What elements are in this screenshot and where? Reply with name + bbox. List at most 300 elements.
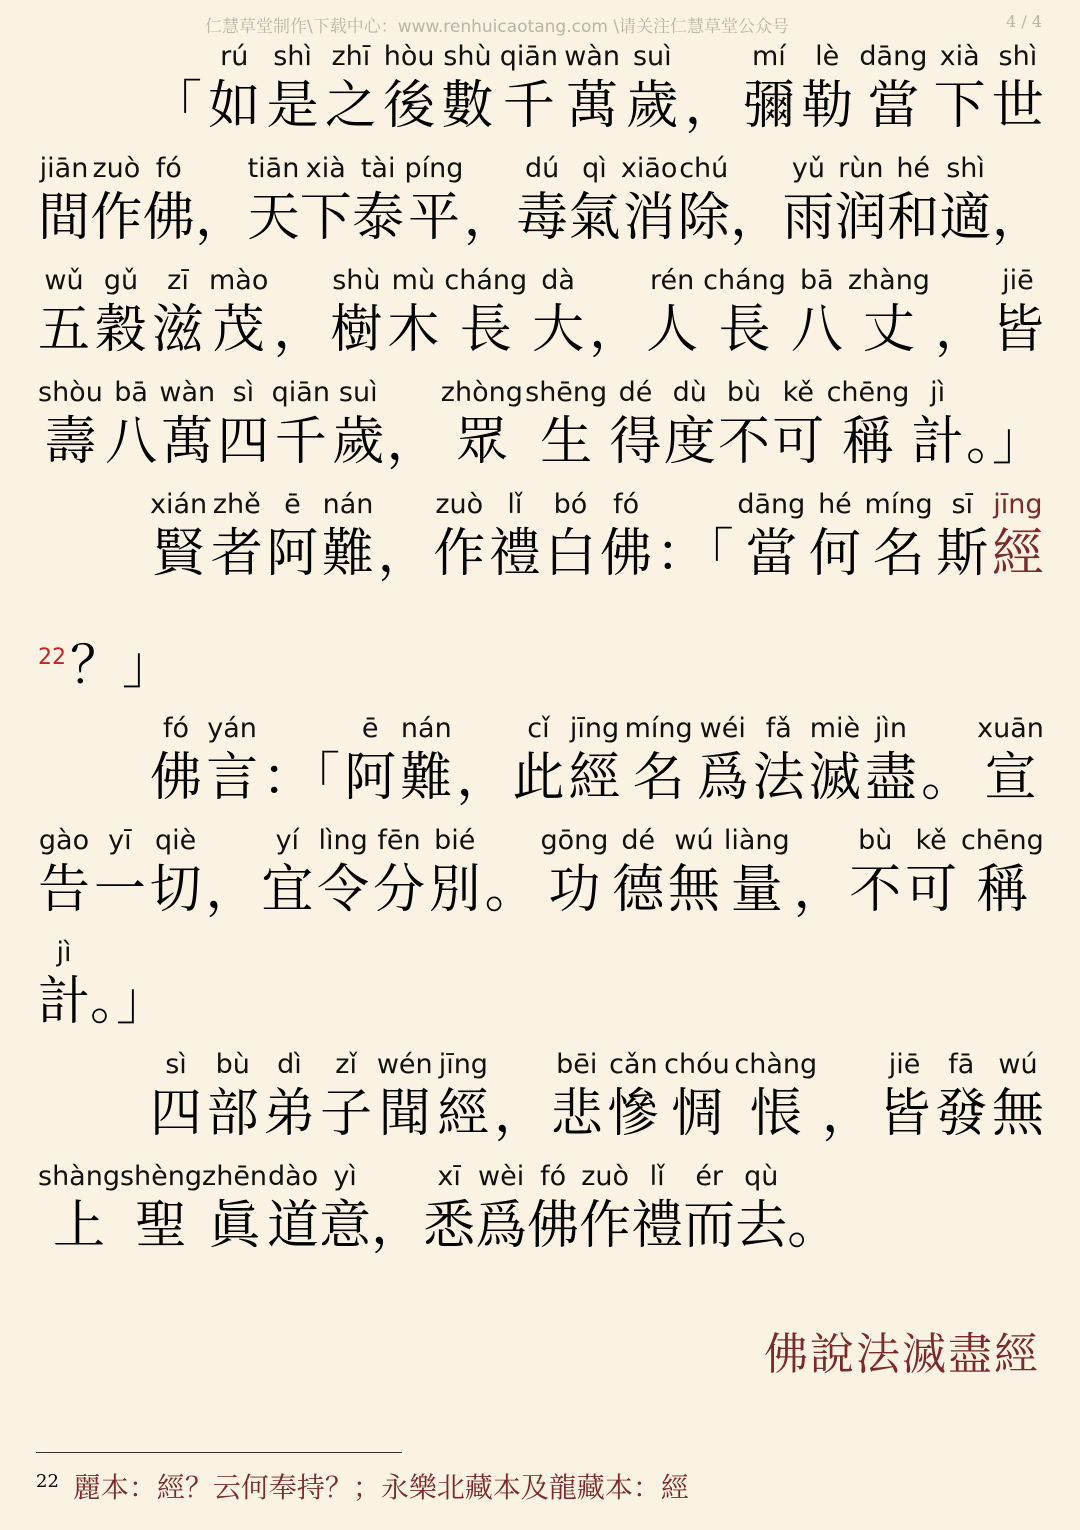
ruby-character: [992, 1050, 1044, 1144]
hanzi: 經: [991, 524, 1044, 584]
ruby-character: [631, 1162, 683, 1256]
ruby-character: [809, 490, 861, 584]
text-line: [38, 602, 1044, 696]
hanzi: 。: [921, 748, 974, 808]
pinyin: mào: [209, 265, 269, 296]
footnote-rule: [36, 1452, 402, 1453]
hanzi: 發: [935, 1084, 988, 1144]
ruby-character: [152, 266, 204, 360]
ruby-character: [300, 154, 352, 248]
punctuation: [966, 378, 1044, 472]
hanzi: 稱: [976, 860, 1029, 920]
pinyin: jiē: [888, 1049, 921, 1080]
pinyin: ē: [284, 489, 301, 520]
ruby-character: [441, 378, 523, 472]
punctuation: [992, 154, 1044, 248]
hanzi: 眾: [455, 412, 508, 472]
pinyin: wàn: [564, 41, 621, 72]
hanzi: 盡: [864, 748, 917, 808]
hanzi: 悵: [749, 1084, 802, 1144]
ruby-character: [607, 1050, 659, 1144]
ruby-character: [202, 1162, 267, 1256]
ruby-character: [735, 1162, 787, 1256]
hanzi: 白: [544, 524, 597, 584]
hanzi: 八: [105, 412, 158, 472]
ruby-character: [579, 1162, 631, 1256]
hanzi: 爲: [696, 748, 749, 808]
hanzi: 名: [632, 748, 685, 808]
ruby-character: [159, 378, 215, 472]
ruby-character: [319, 1162, 371, 1256]
ruby-character: [322, 490, 374, 584]
ruby-character: [827, 378, 910, 472]
ruby-character: [38, 378, 103, 472]
ruby-character: [992, 490, 1044, 584]
pinyin: xiāo: [620, 153, 678, 184]
hanzi: 。」: [965, 412, 1044, 472]
pinyin: wèi: [478, 1161, 525, 1192]
pinyin: liàng: [723, 825, 790, 856]
hanzi: 量: [730, 860, 783, 920]
hanzi: 長: [459, 300, 512, 360]
hanzi: 作: [579, 1196, 632, 1256]
pinyin: jīng: [993, 489, 1043, 520]
pinyin: bié: [434, 825, 476, 856]
footnote-text: 麗本：經？云何奉持？；永樂北藏本及龍藏本：經: [72, 1471, 689, 1504]
pinyin: suì: [632, 41, 672, 72]
pinyin: mí: [751, 41, 786, 72]
hanzi: 作: [433, 524, 486, 584]
ruby-character: [217, 378, 269, 472]
ruby-character: [211, 490, 263, 584]
hanzi: 不: [849, 860, 902, 920]
ruby-character: [247, 154, 299, 248]
hanzi: 大: [532, 300, 585, 360]
ruby-character: [512, 714, 564, 808]
hanzi: 萬: [161, 412, 214, 472]
punctuation: [262, 714, 340, 808]
ruby-character: [600, 490, 652, 584]
pinyin: yán: [207, 713, 257, 744]
pinyin: tiān: [247, 153, 300, 184]
hanzi: 如: [208, 76, 261, 136]
ruby-character: [272, 378, 330, 472]
hanzi: 難: [400, 748, 453, 808]
ruby-character: [317, 826, 369, 920]
punctuation: [656, 490, 734, 584]
hanzi: 賢: [152, 524, 205, 584]
hanzi: 世: [991, 76, 1044, 136]
pinyin: cǐ: [527, 713, 550, 744]
header-site-text: 仁慧草堂制作\下载中心：www.renhuicaotang.com \请关注仁慧草堂公众号: [205, 17, 790, 37]
hanzi: 子: [320, 1084, 373, 1144]
pinyin: qì: [582, 153, 607, 184]
hanzi: 千: [502, 76, 555, 136]
hanzi: 泰: [352, 188, 405, 248]
pinyin: chàng: [734, 1049, 818, 1080]
hanzi: 度: [663, 412, 716, 472]
ruby-character: [551, 1050, 603, 1144]
hanzi: 之: [324, 76, 377, 136]
pinyin: shù: [332, 265, 381, 296]
ruby-character: [38, 154, 90, 248]
pinyin: zī: [167, 265, 189, 296]
hanzi: 當: [745, 524, 798, 584]
hanzi: 佛: [142, 188, 195, 248]
ruby-character: [263, 1050, 315, 1144]
hanzi: 四: [150, 1084, 203, 1144]
ruby-character: [540, 826, 608, 920]
punctuation: [90, 938, 168, 1032]
pinyin: fēn: [377, 825, 421, 856]
hanzi: ，: [377, 524, 430, 584]
ruby-character: [38, 826, 90, 920]
hanzi: ，: [991, 188, 1044, 248]
hanzi: 歲: [626, 76, 679, 136]
hanzi: ：「: [262, 748, 341, 808]
pinyin: qiè: [155, 825, 197, 856]
hanzi: 悲: [550, 1084, 603, 1144]
pinyin: bó: [553, 489, 588, 520]
hanzi: 千: [274, 412, 327, 472]
hanzi: ，: [371, 1196, 424, 1256]
pinyin: shù: [443, 41, 492, 72]
text-line: [38, 1162, 1044, 1256]
hanzi: ，: [793, 860, 846, 920]
pinyin: wén: [376, 1049, 433, 1080]
hanzi: ，: [205, 860, 258, 920]
ruby-character: [344, 714, 396, 808]
pinyin: miè: [809, 713, 861, 744]
text-line: [150, 490, 1044, 584]
ruby-character: [625, 714, 693, 808]
ruby-character: [433, 490, 485, 584]
ruby-character: [718, 378, 770, 472]
pinyin: gǔ: [103, 265, 139, 296]
ruby-character: [267, 42, 319, 136]
ruby-character: [992, 42, 1044, 136]
ruby-character: [377, 1050, 433, 1144]
hanzi: 和: [887, 188, 940, 248]
punctuation: [485, 826, 537, 920]
hanzi: 悉: [423, 1196, 476, 1256]
pinyin: tài: [360, 153, 396, 184]
hanzi: 慘: [607, 1084, 660, 1144]
footnote-number: 22: [36, 1471, 59, 1492]
pinyin: bā: [114, 377, 148, 408]
pinyin: qù: [744, 1161, 779, 1192]
ruby-character: [38, 266, 90, 360]
punctuation: [494, 1050, 546, 1144]
ruby-character: [429, 826, 481, 920]
pinyin: píng: [404, 153, 464, 184]
pinyin: xián: [150, 489, 208, 520]
hanzi: 「: [150, 76, 203, 136]
text-line: [150, 42, 1044, 136]
ruby-character: [879, 1050, 931, 1144]
hanzi: 而: [683, 1196, 736, 1256]
pinyin: dào: [267, 1161, 319, 1192]
pinyin: bù: [858, 825, 893, 856]
text-line: [38, 378, 1044, 472]
pinyin: cháng: [703, 265, 786, 296]
ruby-character: [405, 154, 464, 248]
hanzi: 四: [217, 412, 270, 472]
hanzi: 適: [939, 188, 992, 248]
hanzi: 無: [991, 1084, 1044, 1144]
pinyin: ér: [695, 1161, 724, 1192]
pinyin: cháng: [444, 265, 528, 296]
ruby-character: [621, 154, 678, 248]
ruby-character: [266, 490, 318, 584]
ruby-character: [383, 42, 435, 136]
hanzi: 令: [317, 860, 370, 920]
hanzi: 天: [247, 188, 300, 248]
hanzi: 歲: [332, 412, 385, 472]
hanzi: 茂: [212, 300, 265, 360]
hanzi: 五: [38, 300, 91, 360]
ruby-character: [865, 490, 933, 584]
text-line: [38, 154, 1044, 248]
ruby-character: [646, 266, 698, 360]
hanzi: 可: [905, 860, 958, 920]
ruby-character: [801, 42, 853, 136]
hanzi: 去: [735, 1196, 788, 1256]
hanzi: 經: [568, 748, 621, 808]
ruby-character: [441, 42, 493, 136]
pinyin: nán: [322, 489, 374, 520]
punctuation: [205, 826, 257, 920]
hanzi: 八: [790, 300, 843, 360]
pinyin: jīng: [438, 1049, 488, 1080]
hanzi: 眞: [208, 1196, 261, 1256]
pinyin: lǐ: [507, 489, 523, 520]
hanzi: 分: [372, 860, 425, 920]
hanzi: ，: [463, 188, 516, 248]
pinyin: fó: [540, 1161, 567, 1192]
hanzi: 阿: [266, 524, 319, 584]
pinyin: chēng: [826, 377, 910, 408]
ruby-character: [500, 42, 558, 136]
pinyin: shì: [946, 153, 985, 184]
ruby-character: [678, 154, 730, 248]
pinyin: sī: [951, 489, 974, 520]
pinyin: fó: [155, 153, 182, 184]
ruby-character: [734, 1050, 817, 1144]
page-number: 4 / 4: [1006, 12, 1042, 31]
footnote-reference[interactable]: 22: [38, 645, 66, 670]
hanzi: 計: [911, 412, 964, 472]
ruby-character: [936, 490, 988, 584]
pinyin: fā: [948, 1049, 975, 1080]
ruby-character: [206, 714, 258, 808]
hanzi: 皆: [878, 1084, 931, 1144]
pinyin: sì: [232, 377, 255, 408]
pinyin: xī: [437, 1161, 461, 1192]
hanzi: 作: [90, 188, 143, 248]
hanzi: 。: [484, 860, 537, 920]
hanzi: 此: [512, 748, 565, 808]
punctuation: [793, 826, 845, 920]
hanzi: 滋: [152, 300, 205, 360]
ruby-character: [150, 826, 202, 920]
footnote: [36, 1466, 689, 1506]
ruby-character: [564, 42, 620, 136]
hanzi: 彌: [742, 76, 795, 136]
punctuation: [589, 266, 641, 360]
hanzi: 消: [623, 188, 676, 248]
hanzi: 壽: [44, 412, 97, 472]
pinyin: bù: [215, 1049, 250, 1080]
hanzi: 。: [787, 1196, 840, 1256]
hanzi: 阿: [344, 748, 397, 808]
pinyin: chóu: [664, 1049, 730, 1080]
hanzi: 得: [609, 412, 662, 472]
pinyin: dú: [525, 153, 560, 184]
ruby-character: [437, 1050, 489, 1144]
ruby-character: [373, 826, 425, 920]
ruby-character: [95, 266, 147, 360]
hanzi: ，: [684, 76, 737, 136]
ruby-character: [940, 154, 992, 248]
hanzi: 德: [612, 860, 665, 920]
pinyin: yǔ: [791, 153, 825, 184]
punctuation: [387, 378, 439, 472]
hanzi: 毒: [516, 188, 569, 248]
text-line: [38, 266, 1044, 360]
ruby-character: [934, 42, 986, 136]
ruby-character: [848, 266, 930, 360]
hanzi: 木: [387, 300, 440, 360]
hanzi: 數: [441, 76, 494, 136]
hanzi: 別: [428, 860, 481, 920]
pinyin: xià: [939, 41, 980, 72]
text-line: [38, 826, 1044, 920]
ruby-character: [207, 1050, 259, 1144]
pinyin: shì: [273, 41, 312, 72]
ruby-character: [664, 1050, 730, 1144]
punctuation: [371, 1162, 423, 1256]
ruby-character: [94, 826, 146, 920]
hanzi: 爲: [475, 1196, 528, 1256]
text-line: [38, 938, 1044, 1032]
hanzi: 雨: [782, 188, 835, 248]
hanzi: 禮: [631, 1196, 684, 1256]
pinyin: zhēn: [202, 1161, 268, 1192]
pinyin: rùn: [838, 153, 884, 184]
hanzi: 可: [772, 412, 825, 472]
hanzi: 惆: [670, 1084, 723, 1144]
pinyin: zuò: [92, 153, 141, 184]
pinyin: míng: [864, 489, 933, 520]
ruby-character: [444, 266, 527, 360]
hanzi: 當: [867, 76, 920, 136]
ruby-character: [753, 714, 805, 808]
pinyin: xuān: [977, 713, 1044, 744]
ruby-character: [423, 1162, 475, 1256]
pinyin: dāng: [737, 489, 806, 520]
pinyin: rú: [220, 41, 249, 72]
hanzi: 生: [540, 412, 593, 472]
ruby-character: [527, 1162, 579, 1256]
punctuation: [730, 154, 782, 248]
ruby-character: [912, 378, 964, 472]
punctuation: [378, 490, 430, 584]
pinyin: shèng: [119, 1161, 203, 1192]
ruby-character: [697, 714, 749, 808]
hanzi: 名: [872, 524, 925, 584]
pinyin: jì: [56, 937, 72, 968]
punctuation: [273, 266, 325, 360]
hanzi: 者: [210, 524, 263, 584]
ruby-character: [209, 266, 268, 360]
pinyin: wǔ: [44, 265, 84, 296]
ruby-character: [150, 1050, 202, 1144]
punctuation: [822, 1050, 874, 1144]
pinyin: hòu: [383, 41, 435, 72]
ruby-character: [120, 1162, 202, 1256]
punctuation: [195, 154, 247, 248]
hanzi: 稱: [841, 412, 894, 472]
ruby-character: [150, 490, 207, 584]
pinyin: sì: [165, 1049, 187, 1080]
hanzi: 是: [266, 76, 319, 136]
punctuation: [150, 42, 202, 136]
pinyin: bēi: [556, 1049, 598, 1080]
ruby-character: [489, 490, 541, 584]
ruby-character: [664, 378, 716, 472]
hanzi: ？」: [70, 636, 175, 696]
pinyin: hé: [818, 489, 852, 520]
hanzi: 部: [206, 1084, 259, 1144]
hanzi: 皆: [991, 300, 1044, 360]
punctuation: [70, 602, 174, 696]
ruby-character: [977, 714, 1044, 808]
hanzi: ，: [589, 300, 642, 360]
hanzi: 佛: [150, 748, 203, 808]
ruby-character: [849, 826, 901, 920]
hanzi: 禮: [488, 524, 541, 584]
ruby-character: [532, 266, 584, 360]
pinyin: yí: [275, 825, 300, 856]
ruby-character: [791, 266, 843, 360]
pinyin: mù: [391, 265, 436, 296]
punctuation: [464, 154, 516, 248]
pinyin: zhě: [212, 489, 261, 520]
ruby-character: [961, 826, 1044, 920]
hanzi: 。」: [90, 972, 169, 1032]
hanzi: 功: [548, 860, 601, 920]
punctuation: [787, 1162, 839, 1256]
pinyin: zuò: [435, 489, 484, 520]
hanzi: ，: [195, 188, 248, 248]
hanzi: 佛: [600, 524, 653, 584]
hanzi: ：「: [655, 524, 734, 584]
ruby-character: [905, 826, 957, 920]
pinyin: hé: [896, 153, 931, 184]
hanzi: 氣: [568, 188, 621, 248]
pinyin: jiē: [1002, 265, 1034, 296]
ruby-character: [90, 154, 142, 248]
ruby-character: [668, 826, 720, 920]
hanzi: 難: [322, 524, 375, 584]
hanzi: 除: [677, 188, 730, 248]
hanzi: 意: [319, 1196, 372, 1256]
pinyin: ē: [361, 713, 379, 744]
pinyin: bù: [726, 377, 762, 408]
ruby-character: [208, 42, 260, 136]
hanzi: 言: [206, 748, 259, 808]
